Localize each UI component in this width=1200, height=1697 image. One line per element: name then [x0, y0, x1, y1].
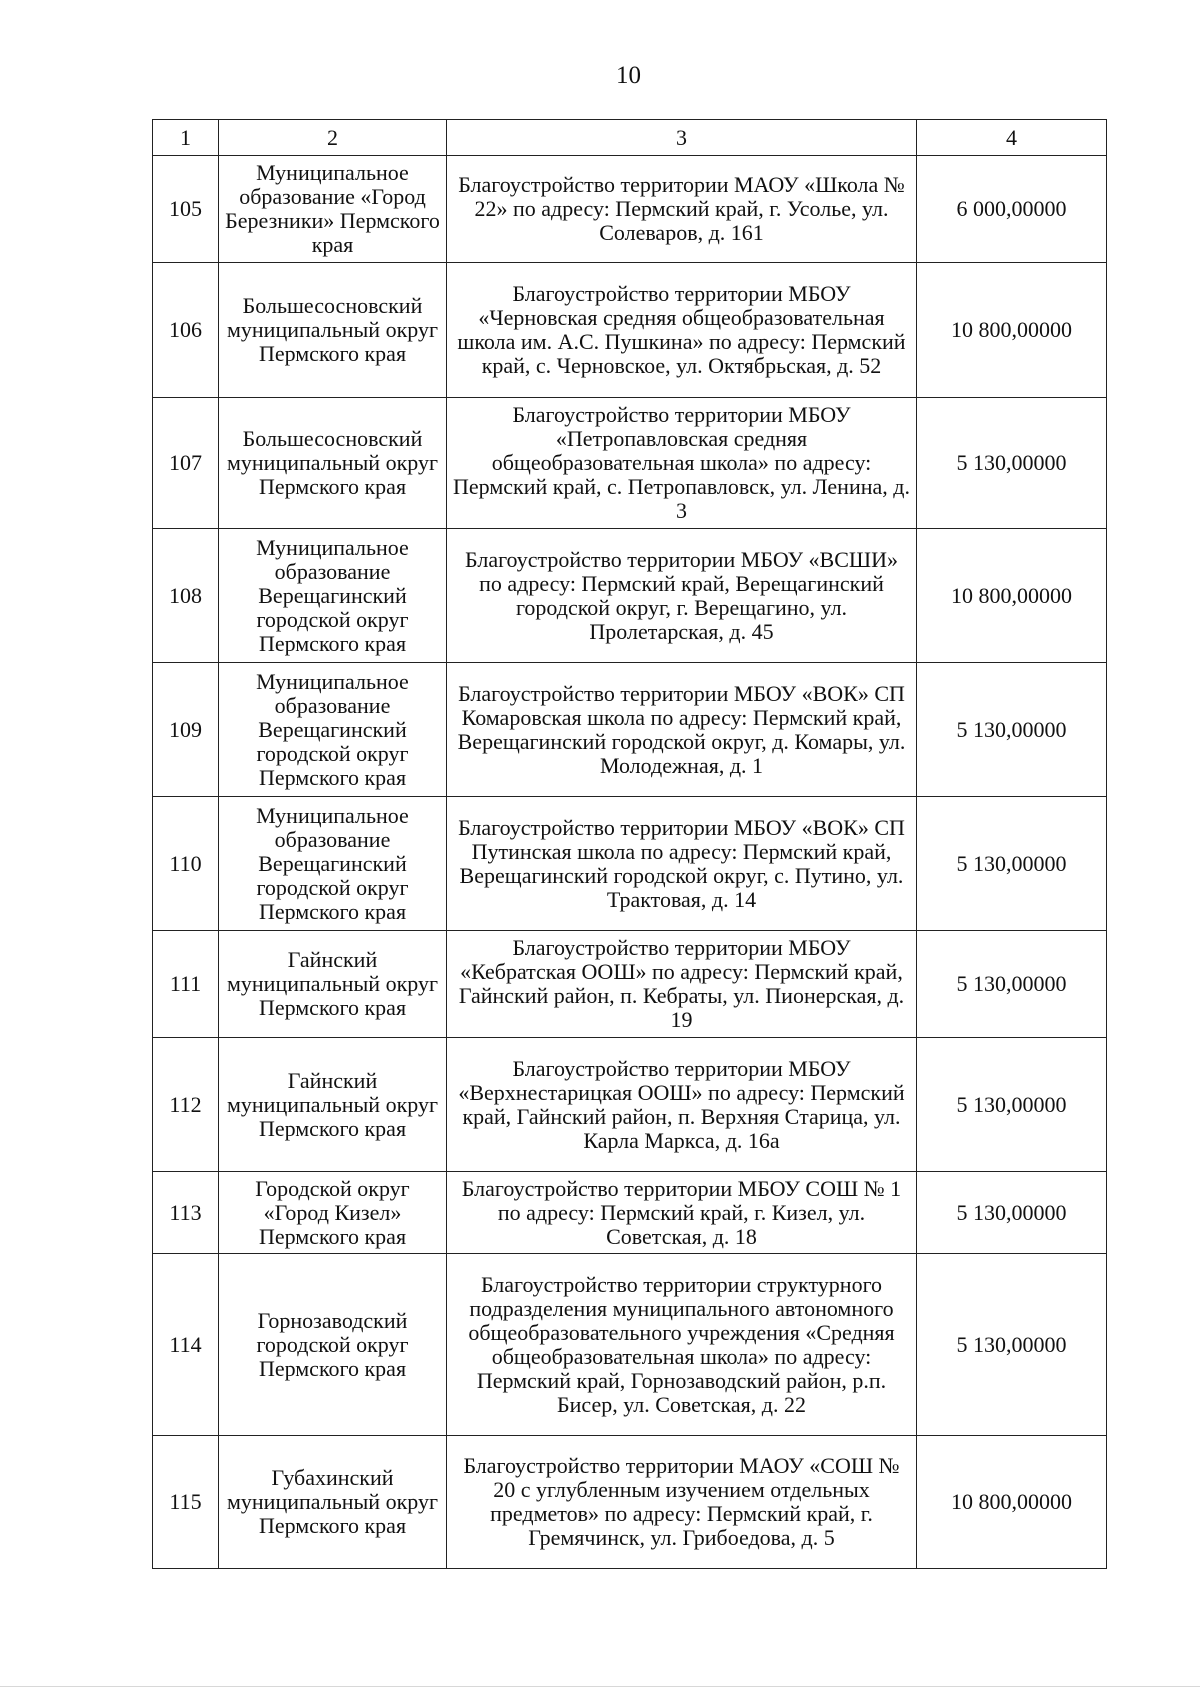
row-number: 115	[153, 1436, 219, 1569]
table-row	[153, 931, 1107, 1038]
municipality-cell: Гайнский муниципальный округ Пермского края	[219, 1038, 447, 1172]
table-row	[153, 1172, 1107, 1254]
table-row	[153, 263, 1107, 398]
amount-cell: 6 000,00000	[917, 156, 1107, 263]
row-number: 105	[153, 156, 219, 263]
municipality-cell: Большесосновский муниципальный округ Пермского края	[219, 263, 447, 398]
amount-cell: 5 130,00000	[917, 1172, 1107, 1254]
allocation-table	[152, 119, 1107, 1569]
column-header-4: 4	[917, 120, 1107, 156]
table-row	[153, 1038, 1107, 1172]
column-header-1: 1	[153, 120, 219, 156]
row-number: 110	[153, 797, 219, 931]
column-header-2: 2	[219, 120, 447, 156]
amount-cell: 5 130,00000	[917, 931, 1107, 1038]
description-cell: Благоустройство территории МБОУ «ВОК» СП Путинская школа по адресу: Пермский край, Верещагинский городской округ, с. Путино, ул. Трактовая, д. 14	[447, 797, 917, 931]
description-cell: Благоустройство территории МБОУ СОШ № 1 по адресу: Пермский край, г. Кизел, ул. Советская, д. 18	[447, 1172, 917, 1254]
row-number: 107	[153, 398, 219, 529]
row-number: 113	[153, 1172, 219, 1254]
municipality-cell: Большесосновский муниципальный округ Пермского края	[219, 398, 447, 529]
page-number: 10	[616, 62, 641, 89]
municipality-cell: Муниципальное образование Верещагинский городской округ Пермского края	[219, 529, 447, 663]
description-cell: Благоустройство территории МБОУ «ВСШИ» по адресу: Пермский край, Верещагинский городской округ, г. Верещагино, ул. Пролетарская, д. 45	[447, 529, 917, 663]
table-row	[153, 1254, 1107, 1436]
amount-cell: 5 130,00000	[917, 663, 1107, 797]
table-row	[153, 156, 1107, 263]
amount-cell: 10 800,00000	[917, 529, 1107, 663]
table-row	[153, 1436, 1107, 1569]
description-cell: Благоустройство территории МБОУ «Черновская средняя общеобразовательная школа им. А.С. Пушкина» по адресу: Пермский край, с. Черновское, ул. Октябрьская, д. 52	[447, 263, 917, 398]
description-cell: Благоустройство территории МАОУ «Школа № 22» по адресу: Пермский край, г. Усолье, ул. Солеваров, д. 161	[447, 156, 917, 263]
table-row	[153, 797, 1107, 931]
table-header-row	[153, 120, 1107, 156]
description-cell: Благоустройство территории МБОУ «Петропавловская средняя общеобразовательная школа» по адресу: Пермский край, с. Петропавловск, ул. Ленина, д. 3	[447, 398, 917, 529]
municipality-cell: Муниципальное образование Верещагинский городской округ Пермского края	[219, 663, 447, 797]
row-number: 106	[153, 263, 219, 398]
row-number: 112	[153, 1038, 219, 1172]
municipality-cell: Муниципальное образование «Город Березники» Пермского края	[219, 156, 447, 263]
row-number: 109	[153, 663, 219, 797]
table-row	[153, 529, 1107, 663]
amount-cell: 10 800,00000	[917, 1436, 1107, 1569]
table-row	[153, 663, 1107, 797]
column-header-3: 3	[447, 120, 917, 156]
scan-edge-line	[0, 1686, 1200, 1687]
amount-cell: 5 130,00000	[917, 797, 1107, 931]
municipality-cell: Гайнский муниципальный округ Пермского края	[219, 931, 447, 1038]
amount-cell: 5 130,00000	[917, 1038, 1107, 1172]
municipality-cell: Горнозаводский городской округ Пермского края	[219, 1254, 447, 1436]
municipality-cell: Муниципальное образование Верещагинский городской округ Пермского края	[219, 797, 447, 931]
amount-cell: 5 130,00000	[917, 398, 1107, 529]
amount-cell: 10 800,00000	[917, 263, 1107, 398]
row-number: 108	[153, 529, 219, 663]
row-number: 111	[153, 931, 219, 1038]
municipality-cell: Губахинский муниципальный округ Пермского края	[219, 1436, 447, 1569]
description-cell: Благоустройство территории МБОУ «ВОК» СП Комаровская школа по адресу: Пермский край, Верещагинский городской округ, д. Комары, ул. Молодежная, д. 1	[447, 663, 917, 797]
amount-cell: 5 130,00000	[917, 1254, 1107, 1436]
description-cell: Благоустройство территории структурного подразделения муниципального автономного общеобразовательного учреждения «Средняя общеобразовательная школа» по адресу: Пермский край, Горнозаводский район, р.п. Бисер, ул. Советская, д. 22	[447, 1254, 917, 1436]
table-row	[153, 398, 1107, 529]
municipality-cell: Городской округ «Город Кизел» Пермского края	[219, 1172, 447, 1254]
description-cell: Благоустройство территории МАОУ «СОШ № 20 с углубленным изучением отдельных предметов» по адресу: Пермский край, г. Гремячинск, ул. Грибоедова, д. 5	[447, 1436, 917, 1569]
row-number: 114	[153, 1254, 219, 1436]
description-cell: Благоустройство территории МБОУ «Верхнестарицкая ООШ» по адресу: Пермский край, Гайнский район, п. Верхняя Старица, ул. Карла Маркса, д. 16а	[447, 1038, 917, 1172]
description-cell: Благоустройство территории МБОУ «Кебратская ООШ» по адресу: Пермский край, Гайнский район, п. Кебраты, ул. Пионерская, д. 19	[447, 931, 917, 1038]
